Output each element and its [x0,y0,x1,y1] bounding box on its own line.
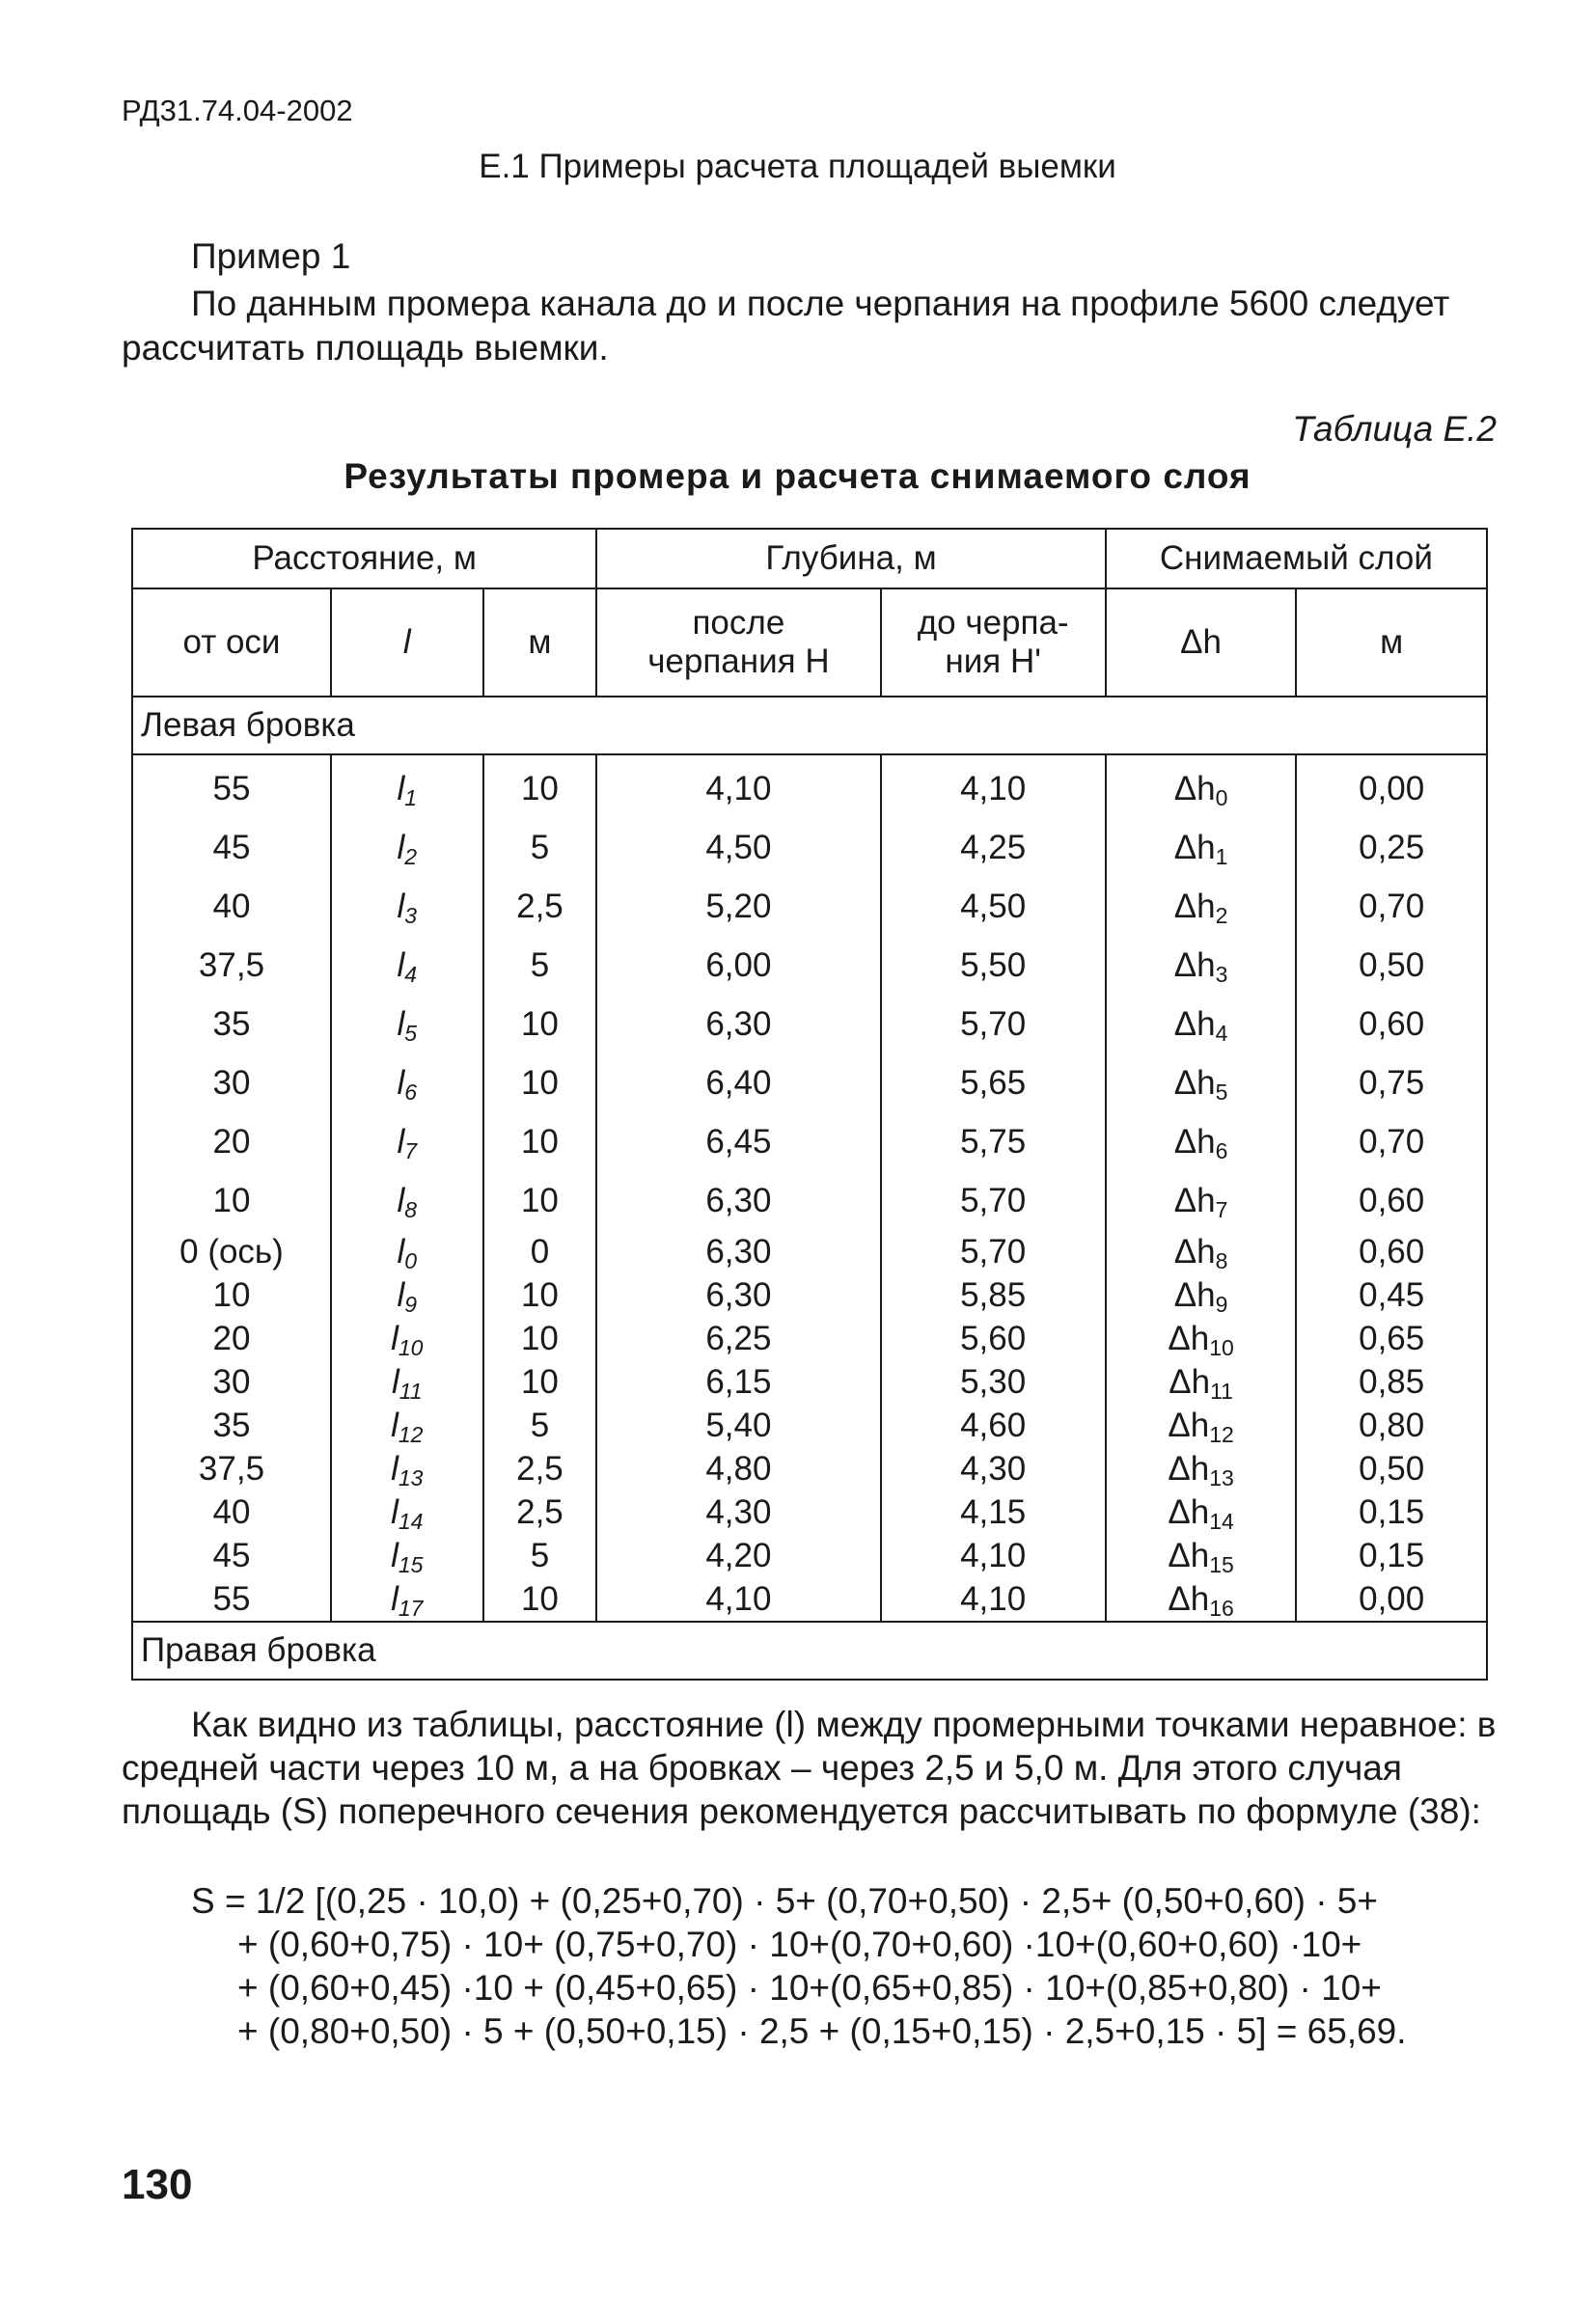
cell-before-dredging: 5,85 [960,1276,1027,1314]
header-m-layer: м [1296,588,1487,697]
header-delta-h: Δh [1106,588,1297,697]
cell-before-dredging: 4,25 [960,829,1027,866]
cell-l: $l_{11}$ [391,1363,423,1404]
cell-l: $l_8$ [397,1182,418,1222]
cell-l: $l_{12}$ [391,1407,424,1447]
cell-m-layer: 0,60 [1359,1182,1425,1219]
column-m-distance [483,754,597,1622]
cell-m-distance: 10 [520,770,559,807]
cell-m-distance: 10 [520,1064,559,1102]
cell-delta-h: $\Delta h_{11}$ [1169,1363,1233,1404]
cell-l: $l_7$ [397,1123,418,1163]
cell-after-dredging: 6,15 [705,1363,772,1401]
cell-from-axis: 10 [212,1276,251,1314]
cell-from-axis: 55 [212,1580,251,1618]
cell-l: $l_{15}$ [391,1537,424,1577]
column-before-dredging [881,754,1106,1622]
header-after-dredging [596,588,880,697]
cell-m-distance: 10 [520,1320,559,1357]
cell-m-layer: 0,85 [1359,1363,1425,1401]
measurement-table [131,528,1488,1681]
document-code: РД31.74.04-2002 [122,94,353,127]
cell-delta-h: $\Delta h_6$ [1173,1123,1228,1163]
cell-from-axis: 40 [212,888,251,925]
cell-after-dredging: 5,20 [705,888,772,925]
cell-delta-h: $\Delta h_{15}$ [1168,1537,1234,1577]
cell-l: $l_4$ [397,946,418,987]
column-delta-h [1106,754,1297,1622]
header-after-line1: после [692,604,785,642]
header-before-line1: до черпа- [917,604,1069,642]
column-m-layer [1296,754,1487,1622]
header-before-dredging [881,588,1106,697]
cell-m-distance: 10 [520,1005,559,1043]
cell-from-axis: 35 [212,1005,251,1043]
cell-from-axis: 40 [212,1493,251,1531]
cell-from-axis: 55 [212,770,251,807]
cell-before-dredging: 5,30 [960,1363,1027,1401]
cell-m-distance: 2,5 [516,1493,564,1531]
cell-m-layer: 0,60 [1359,1005,1425,1043]
example-title: Пример 1 [191,236,351,276]
cell-m-distance: 5 [530,1537,550,1574]
cell-after-dredging: 6,30 [705,1182,772,1219]
left-edge-label: Левая бровка [132,697,1487,754]
cell-l: $l_5$ [397,1005,418,1046]
cell-from-axis: 30 [212,1064,251,1102]
cell-delta-h: $\Delta h_{10}$ [1168,1320,1234,1360]
cell-after-dredging: 4,80 [705,1450,772,1488]
cell-m-distance: 10 [520,1182,559,1219]
cell-delta-h: $\Delta h_{13}$ [1168,1450,1234,1490]
explanation-text [122,1703,1497,1833]
cell-m-distance: 5 [530,829,550,866]
cell-before-dredging: 4,10 [960,1537,1027,1574]
column-after-dredging [596,754,880,1622]
cell-after-dredging: 6,30 [705,1276,772,1314]
cell-m-distance: 5 [530,1407,550,1444]
cell-m-distance: 10 [520,1580,559,1618]
cell-before-dredging: 5,50 [960,946,1027,984]
cell-delta-h: $\Delta h_9$ [1173,1276,1228,1317]
cell-m-layer: 0,25 [1359,829,1425,866]
cell-m-layer: 0,75 [1359,1064,1425,1102]
cell-from-axis: 20 [212,1123,251,1161]
right-edge-row [132,1622,1487,1680]
example-intro: По данным промера канала до и после черпания на профиле 5600 следует рассчитать площадь выемки. [122,284,1450,368]
cell-before-dredging: 4,15 [960,1493,1027,1531]
cell-delta-h: $\Delta h_0$ [1173,770,1228,810]
cell-m-distance: 2,5 [516,888,564,925]
cell-m-layer: 0,50 [1359,946,1425,984]
cell-after-dredging: 6,30 [705,1005,772,1043]
header-removed-layer: Снимаемый слой [1106,529,1487,588]
table-label: Таблица Е.2 [1292,409,1497,449]
cell-l: $l_{17}$ [391,1580,424,1621]
cell-m-distance: 10 [520,1276,559,1314]
cell-m-layer: 0,70 [1359,1123,1425,1161]
formula-line-1: S = 1/2 [(0,25 · 10,0) + (0,25+0,70) · 5+ (0,70+0,50) · 2,5+ (0,50+0,60) · 5+ [191,1881,1378,1921]
cell-m-layer: 0,80 [1359,1407,1425,1444]
cell-from-axis: 20 [212,1320,251,1357]
column-l [331,754,483,1622]
cell-before-dredging: 5,75 [960,1123,1027,1161]
left-edge-row [132,697,1487,754]
table-group-header-row [132,529,1487,588]
cell-m-layer: 0,60 [1359,1233,1425,1271]
cell-delta-h: $\Delta h_2$ [1173,888,1228,928]
cell-before-dredging: 4,60 [960,1407,1027,1444]
table-title: Результаты промера и расчета снимаемого слоя [344,456,1251,496]
cell-delta-h: $\Delta h_{16}$ [1168,1580,1234,1621]
cell-after-dredging: 5,40 [705,1407,772,1444]
cell-after-dredging: 4,10 [705,770,772,807]
cell-m-distance: 5 [530,946,550,984]
cell-delta-h: $\Delta h_{14}$ [1168,1493,1234,1534]
cell-delta-h: $\Delta h_4$ [1173,1005,1228,1046]
cell-after-dredging: 6,45 [705,1123,772,1161]
cell-after-dredging: 6,30 [705,1233,772,1271]
cell-from-axis: 0 (ось) [179,1233,284,1271]
cell-before-dredging: 5,65 [960,1064,1027,1102]
cell-delta-h: $\Delta h_3$ [1173,946,1228,987]
cell-after-dredging: 4,20 [705,1537,772,1574]
cell-from-axis: 30 [212,1363,251,1401]
cell-before-dredging: 5,70 [960,1182,1027,1219]
cell-m-layer: 0,50 [1359,1450,1425,1488]
cell-after-dredging: 4,30 [705,1493,772,1531]
cell-delta-h: $\Delta h_7$ [1173,1182,1228,1222]
cell-before-dredging: 5,70 [960,1233,1027,1271]
cell-from-axis: 35 [212,1407,251,1444]
cell-l: $l_{14}$ [391,1493,424,1534]
cell-m-distance: 10 [520,1123,559,1161]
cell-m-layer: 0,15 [1359,1493,1425,1531]
cell-before-dredging: 5,70 [960,1005,1027,1043]
table-body-row [132,754,1487,1622]
cell-before-dredging: 4,30 [960,1450,1027,1488]
cell-m-layer: 0,00 [1359,1580,1425,1618]
header-before-line2: ния H' [945,643,1041,680]
header-l: l [331,588,483,697]
cell-after-dredging: 6,00 [705,946,772,984]
cell-from-axis: 37,5 [198,1450,265,1488]
table-sub-header-row [132,588,1487,697]
cell-l: $l_3$ [397,888,418,928]
header-m-distance: м [483,588,597,697]
cell-l: $l_2$ [397,829,418,869]
cell-delta-h: $\Delta h_{12}$ [1168,1407,1234,1447]
cell-m-layer: 0,70 [1359,888,1425,925]
explanation-paragraph: Как видно из таблицы, расстояние (l) между промерными точками неравное: в средней части через 10 м, а на бровках – через 2,5 и 5,0 м. Для этого случая площадь (S) поперечного сечения рекомендуется рассчитывать по формуле (38): [122,1705,1497,1831]
header-distance: Расстояние, м [132,529,596,588]
cell-before-dredging: 4,10 [960,770,1027,807]
cell-from-axis: 45 [212,1537,251,1574]
cell-after-dredging: 6,40 [705,1064,772,1102]
cell-m-layer: 0,65 [1359,1320,1425,1357]
cell-m-layer: 0,15 [1359,1537,1425,1574]
formula-line-4: + (0,80+0,50) · 5 + (0,50+0,15) · 2,5 + (0,15+0,15) · 2,5+0,15 · 5] = 65,69. [237,2011,1407,2051]
cell-before-dredging: 5,60 [960,1320,1027,1357]
cell-from-axis: 45 [212,829,251,866]
formula-line-3: + (0,60+0,45) ·10 + (0,45+0,65) · 10+(0,65+0,85) · 10+(0,85+0,80) · 10+ [237,1968,1382,2008]
cell-l: $l_6$ [397,1064,418,1105]
header-from-axis: от оси [132,588,331,697]
cell-delta-h: $\Delta h_5$ [1173,1064,1228,1105]
cell-from-axis: 37,5 [198,946,265,984]
header-depth: Глубина, м [596,529,1106,588]
cell-m-layer: 0,00 [1359,770,1425,807]
cell-l: $l_9$ [397,1276,418,1317]
cell-m-distance: 2,5 [516,1450,564,1488]
cell-m-distance: 0 [530,1233,550,1271]
header-after-line2: черпания H [647,643,830,680]
cell-after-dredging: 4,10 [705,1580,772,1618]
cell-m-distance: 10 [520,1363,559,1401]
column-from-axis [132,754,331,1622]
cell-l: $l_{10}$ [391,1320,424,1360]
cell-delta-h: $\Delta h_8$ [1173,1233,1228,1273]
cell-from-axis: 10 [212,1182,251,1219]
cell-before-dredging: 4,10 [960,1580,1027,1618]
section-title: Е.1 Примеры расчета площадей выемки [479,148,1116,185]
cell-after-dredging: 6,25 [705,1320,772,1357]
cell-l: $l_0$ [397,1233,418,1273]
cell-delta-h: $\Delta h_1$ [1173,829,1228,869]
right-edge-label: Правая бровка [132,1622,1487,1680]
cell-m-layer: 0,45 [1359,1276,1425,1314]
cell-l: $l_{13}$ [391,1450,424,1490]
cell-l: $l_1$ [397,770,418,810]
cell-after-dredging: 4,50 [705,829,772,866]
cell-before-dredging: 4,50 [960,888,1027,925]
page-number: 130 [122,2161,193,2208]
formula-line-2: + (0,60+0,75) · 10+ (0,75+0,70) · 10+(0,70+0,60) ·10+(0,60+0,60) ·10+ [237,1925,1362,1964]
